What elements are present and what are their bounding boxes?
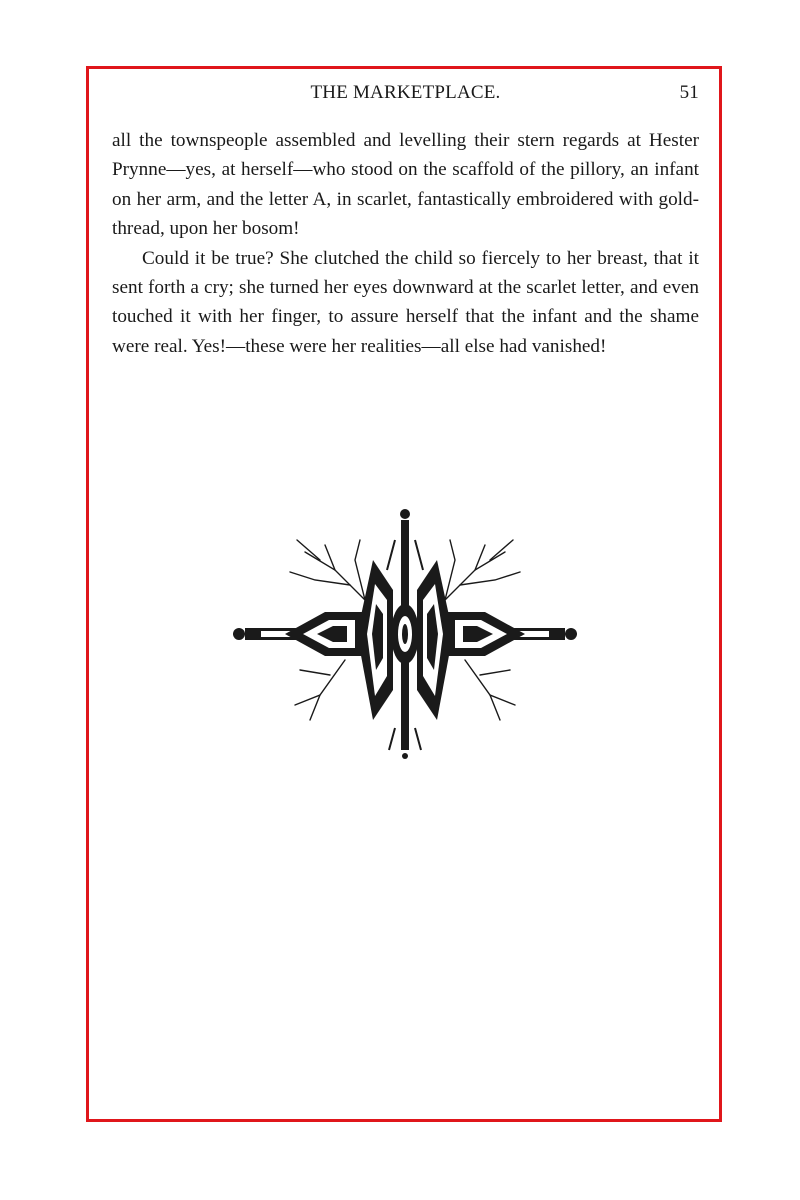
running-title: THE MARKETPLACE. bbox=[310, 82, 501, 103]
running-head bbox=[112, 82, 699, 108]
body-text bbox=[112, 126, 699, 361]
paragraph-2: Could it be true? She clutched the child so fiercely to her breast, that it sent forth a cry; she turned her eyes downward at the scarlet letter, and even touched it with her finger, to assure herself that the infant and the shame were real. Yes!—these were her realities—all else had vanished! bbox=[112, 247, 699, 357]
decorative-tailpiece-icon bbox=[225, 500, 585, 760]
paragraph-1: all the townspeople assembled and levelling their stern regards at Hester Prynne—yes, at herself—who stood on the scaffold of the pillory, an infant on her arm, and the letter A, in scarlet, fantastically embroidered with gold-thread, upon her bosom! bbox=[112, 130, 699, 240]
page-number: 51 bbox=[679, 82, 699, 103]
